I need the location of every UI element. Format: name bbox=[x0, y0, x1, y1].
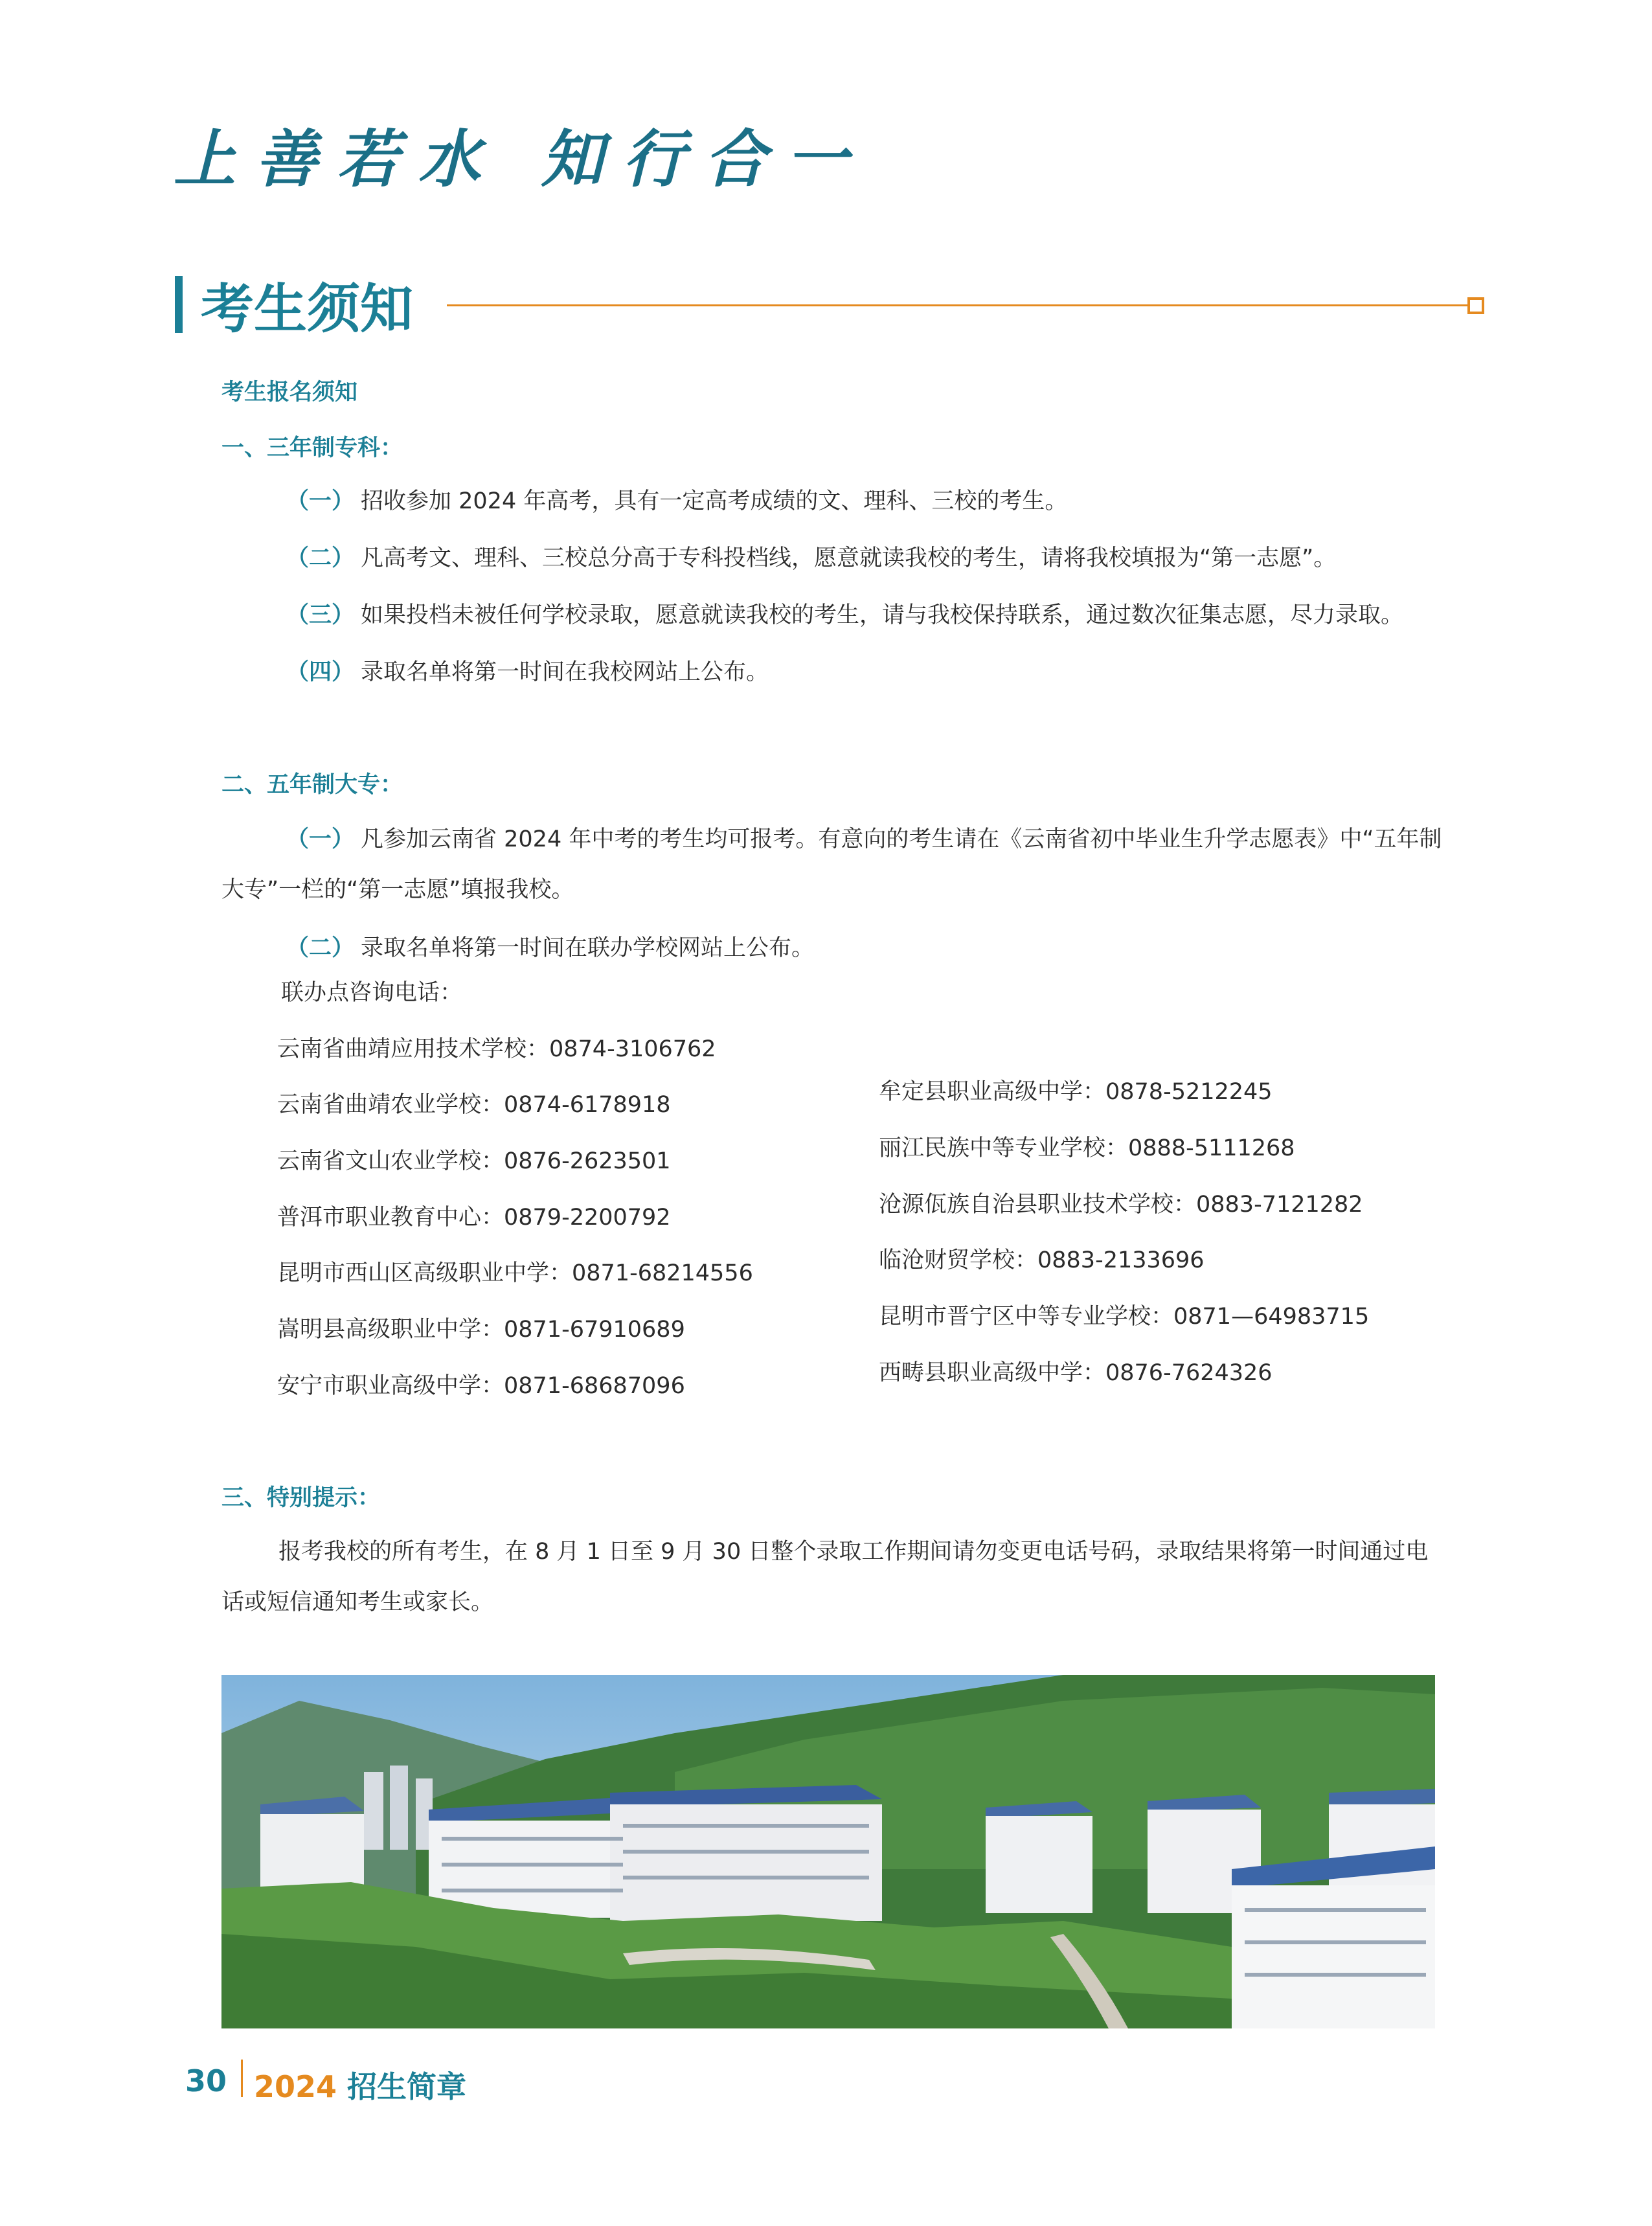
part1-item: （一） 招收参加 2024 年高考，具有一定高考成绩的文、理科、三校的考生。 bbox=[286, 488, 1068, 514]
contact-item: 丽江民族中等专业学校：0888-5111268 bbox=[879, 1135, 1295, 1161]
page-number: 30 bbox=[185, 2063, 227, 2098]
section-title: 考生须知 bbox=[201, 278, 414, 340]
contact-item: 西畴县职业高级中学：0876-7624326 bbox=[879, 1360, 1273, 1386]
footer-title: 2024 招生简章 bbox=[254, 2069, 467, 2104]
contact-label: 联办点咨询电话： bbox=[281, 980, 463, 1006]
contact-item: 嵩明县高级职业中学：0871-67910689 bbox=[277, 1317, 685, 1343]
title-divider-square-icon bbox=[1467, 297, 1484, 314]
contact-item: 云南省文山农业学校：0876-2623501 bbox=[277, 1148, 671, 1174]
contact-item: 临沧财贸学校：0883-2133696 bbox=[879, 1247, 1205, 1273]
part2-list bbox=[221, 814, 1445, 973]
subtitle: 考生报名须知 bbox=[221, 380, 358, 405]
motto-calligraphy: 上善若水 知行合一 bbox=[174, 122, 868, 196]
campus-photo-illustration bbox=[221, 1675, 1435, 2028]
title-divider-line bbox=[447, 304, 1469, 306]
part1-list bbox=[221, 476, 1445, 698]
footer-divider bbox=[241, 2060, 243, 2097]
contact-item: 昆明市晋宁区中等专业学校：0871—64983715 bbox=[879, 1304, 1370, 1330]
part3-text: 报考我校的所有考生，在 8 月 1 日至 9 月 30 日整个录取工作期间请勿变更电话号码，录取结果将第一时间通过电话或短信通知考生或家长。 bbox=[221, 1539, 1429, 1615]
part2-item: （一） 凡参加云南省 2024 年中考的考生均可报考。有意向的考生请在《云南省初中毕业生升学志愿表》中“五年制大专”一栏的“第一志愿”填报我校。 bbox=[221, 826, 1442, 903]
contact-item: 云南省曲靖农业学校：0874-6178918 bbox=[277, 1092, 671, 1118]
contact-item: 沧源佤族自治县职业技术学校：0883-7121282 bbox=[879, 1192, 1363, 1218]
part1-item: （三） 如果投档未被任何学校录取，愿意就读我校的考生，请与我校保持联系，通过数次征集志愿，尽力录取。 bbox=[286, 602, 1404, 628]
contact-item: 牟定县职业高级中学：0878-5212245 bbox=[879, 1079, 1273, 1105]
contact-item: 安宁市职业高级中学：0871-68687096 bbox=[277, 1373, 685, 1399]
part1-heading: 一、三年制专科： bbox=[221, 435, 403, 461]
campus-photo bbox=[221, 1675, 1435, 2028]
part3-heading: 三、特别提示： bbox=[221, 1485, 381, 1511]
title-accent-bar bbox=[175, 276, 183, 333]
part2-heading: 二、五年制大专： bbox=[221, 772, 403, 798]
contact-item: 昆明市西山区高级职业中学：0871-68214556 bbox=[277, 1260, 753, 1286]
part1-item: （四） 录取名单将第一时间在我校网站上公布。 bbox=[286, 659, 769, 685]
part1-item: （二） 凡高考文、理科、三校总分高于专科投档线，愿意就读我校的考生，请将我校填报为“第一志愿”。 bbox=[286, 545, 1337, 571]
part2-item: （二） 录取名单将第一时间在联办学校网站上公布。 bbox=[286, 935, 815, 961]
contact-item: 普洱市职业教育中心：0879-2200792 bbox=[277, 1205, 671, 1231]
contact-item: 云南省曲靖应用技术学校：0874-3106762 bbox=[277, 1036, 716, 1062]
